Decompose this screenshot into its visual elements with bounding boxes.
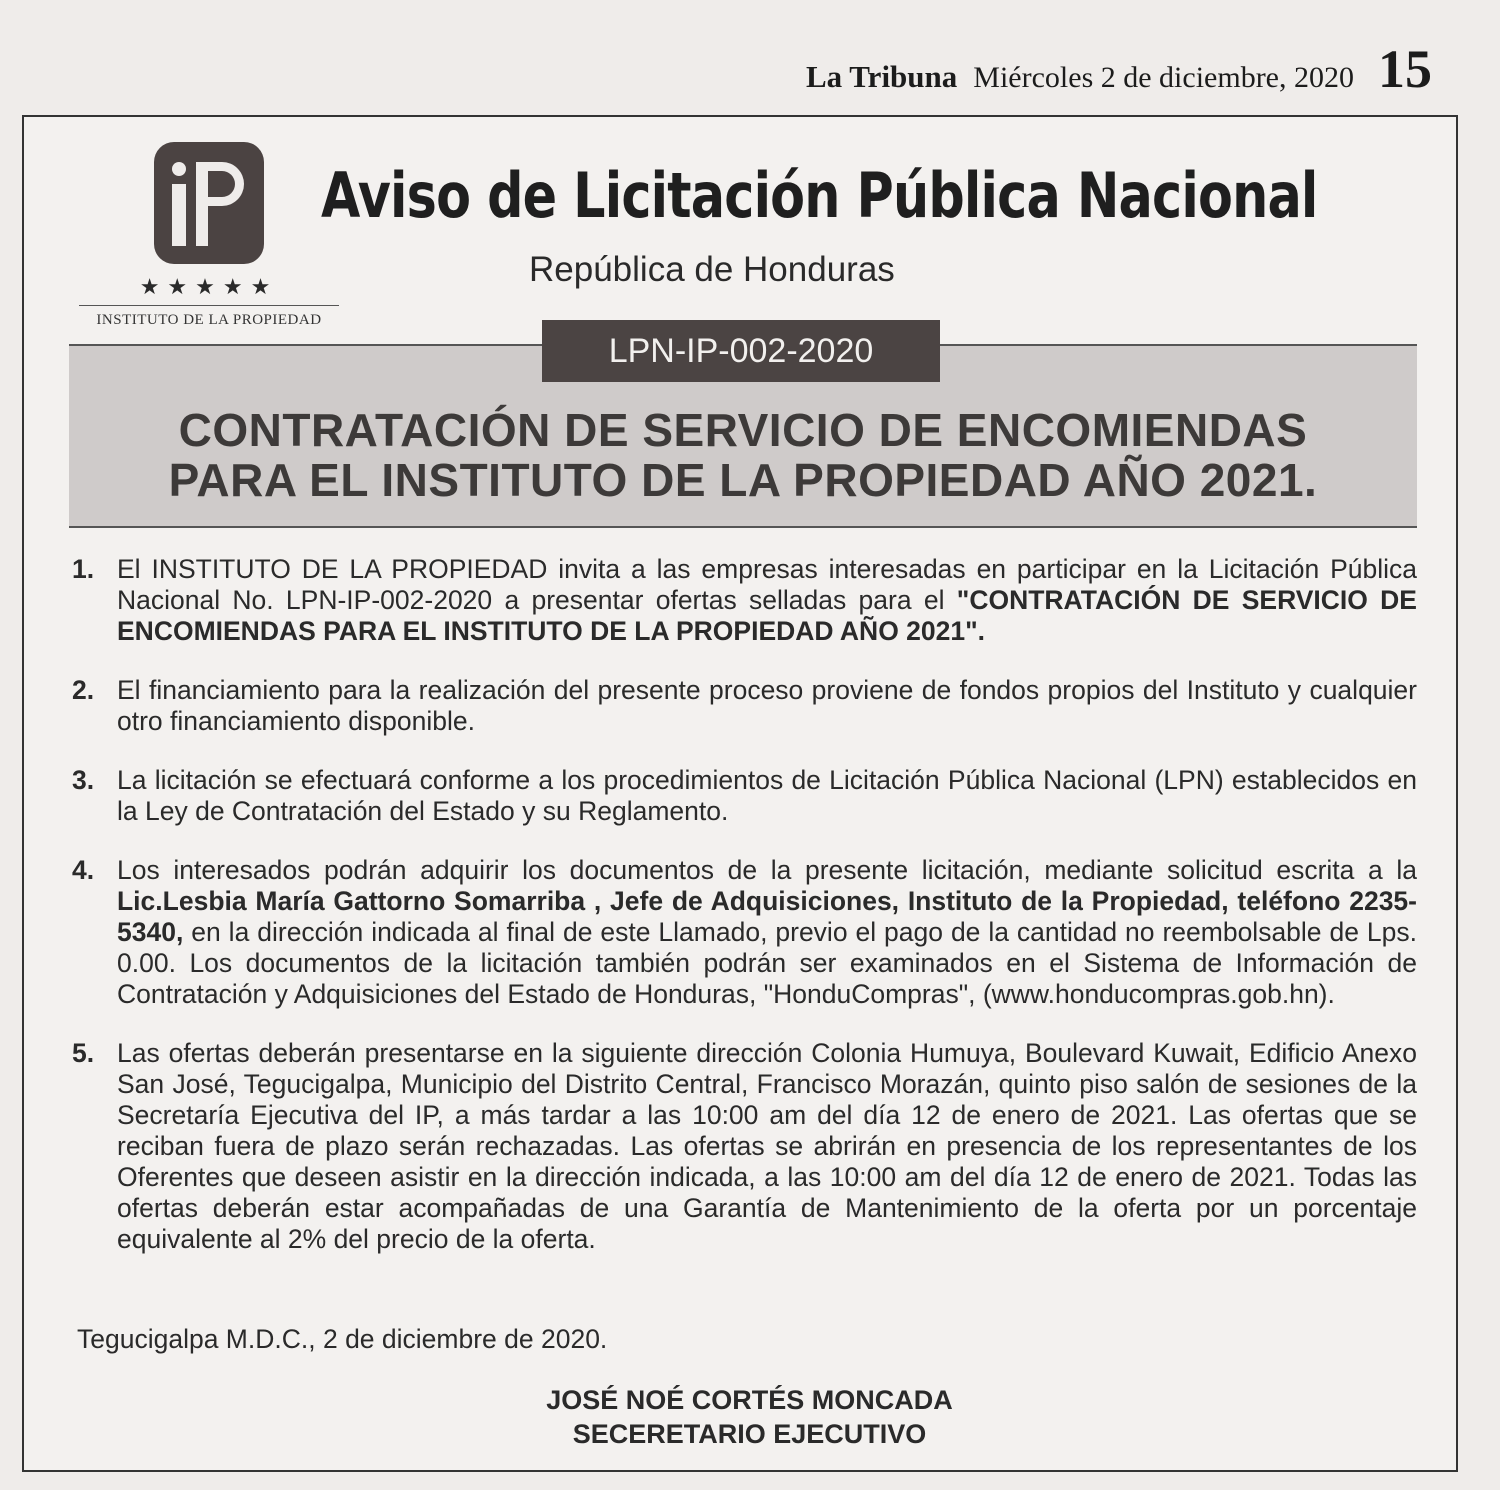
list-item [72, 855, 1417, 1010]
tender-title [69, 405, 1417, 505]
list-item [72, 1038, 1417, 1255]
item-text [117, 1038, 1417, 1255]
page-number: 15 [1378, 39, 1432, 99]
tender-title-line-2: PARA EL INSTITUTO DE LA PROPIEDAD AÑO 2021. [168, 454, 1318, 506]
signer-title: SECERETARIO EJECUTIVO [572, 1419, 927, 1449]
item-text [117, 675, 1417, 737]
logo-stars: ★★★★★ [139, 274, 279, 299]
item-text-part: en la dirección indicada al final de este Llamado, previo el pago de la cantidad no reembolsable de Lps. 0.00. Los documentos de la licitación también podrán ser examinados en el Sistema de Información de Contratación y Adquisiciones del Estado de Honduras, "HonduCompras", (www.honducompras.gob.hn). [117, 917, 1417, 1009]
item-number: 4. [72, 855, 95, 885]
item-number: 3. [72, 765, 95, 795]
signature-block [422, 1383, 1077, 1451]
item-text-part: El financiamiento para la realización del presente proceso proviene de fondos propios del Instituto y cualquier otro financiamiento disponible. [117, 675, 1417, 736]
place-date: Tegucigalpa M.D.C., 2 de diciembre de 2020. [77, 1324, 608, 1354]
notice-headline: Aviso de Licitación Pública Nacional [321, 159, 1318, 232]
signer-name: JOSÉ NOÉ CORTÉS MONCADA [546, 1385, 953, 1415]
list-item [72, 765, 1417, 827]
newspaper-name: La Tribuna [805, 59, 958, 94]
notice-frame [22, 115, 1458, 1472]
item-text-part: El INSTITUTO DE LA PROPIEDAD invita a las empresas interesadas en participar en la Licitación Pública Nacional No. LPN-IP-002-2020 a presentar ofertas selladas para el [117, 554, 1417, 615]
logo-org-text: INSTITUTO DE LA PROPIEDAD [96, 312, 322, 328]
publication-date: Miércoles 2 de diciembre, 2020 [973, 61, 1354, 94]
ip-logo-icon [154, 142, 264, 264]
item-text [117, 855, 1417, 1010]
item-text-part: Las ofertas deberán presentarse en la siguiente dirección Colonia Humuya, Boulevard Kuwait, Edificio Anexo San José, Tegucigalpa, Municipio del Distrito Central, Francisco Morazán, quinto piso salón de sesiones de la Secretaría Ejecutiva del IP, a más tardar a las 10:00 am del día 12 de enero de 2021. Las ofertas que se reciban fuera de plazo serán rechazadas. Las ofertas se abrirán en presencia de los representantes de los Oferentes que deseen asistir en la dirección indicada, a las 10:00 am del día 12 de enero de 2021. Todas las ofertas deberán estar acompañadas de una Garantía de Mantenimiento de la oferta por un porcentaje equivalente al 2% del precio de la oferta. [117, 1038, 1417, 1254]
list-item [72, 554, 1417, 647]
item-text [117, 765, 1417, 827]
notice-items [72, 554, 1417, 1283]
item-number: 1. [72, 554, 95, 584]
item-text-bold: "CONTRATACIÓN DE SERVICIO DE ENCOMIENDAS PARA EL INSTITUTO DE LA PROPIEDAD AÑO 2021". [117, 585, 1417, 646]
item-text-bold: Lic.Lesbia María Gattorno Somarriba , Jefe de Adquisiciones, Instituto de la Propiedad, teléfono 2235-5340, [117, 886, 1417, 947]
tender-title-line-1: CONTRATACIÓN DE SERVICIO DE ENCOMIENDAS [178, 404, 1308, 456]
newspaper-masthead [806, 38, 1432, 100]
item-text [117, 554, 1417, 647]
item-number: 5. [72, 1038, 95, 1068]
tender-code-badge: LPN-IP-002-2020 [542, 320, 940, 382]
list-item [72, 675, 1417, 737]
item-text-part: La licitación se efectuará conforme a los procedimientos de Licitación Pública Nacional (LPN) establecidos en la Ley de Contratación del Estado y su Reglamento. [117, 765, 1417, 826]
institute-logo [79, 142, 339, 337]
item-text-part: Los interesados podrán adquirir los documentos de la presente licitación, mediante solicitud escrita a la [117, 855, 1417, 885]
notice-subheading: República de Honduras [529, 250, 895, 289]
logo-divider [79, 305, 339, 306]
item-number: 2. [72, 675, 95, 705]
